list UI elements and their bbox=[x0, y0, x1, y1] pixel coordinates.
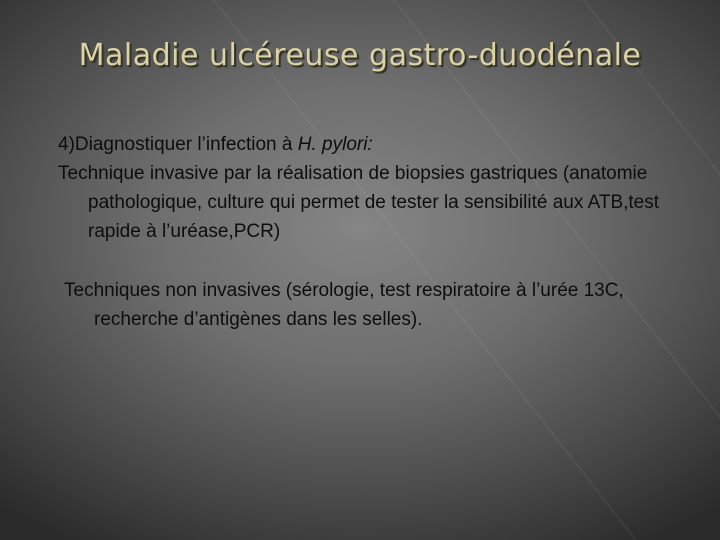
slide-title: Maladie ulcéreuse gastro-duodénale bbox=[78, 38, 642, 73]
slide-body bbox=[58, 130, 678, 334]
pathogen-name: H. pylori: bbox=[297, 134, 373, 155]
non-invasive-technique-text: Techniques non invasives (sérologie, test respiratoire à l’urée 13C, recherche d’antigènes dans les selles). bbox=[64, 280, 624, 330]
diagnosis-heading-text: 4)Diagnostiquer l’infection à bbox=[58, 134, 298, 155]
background-stripe bbox=[700, 0, 720, 540]
diagnosis-heading bbox=[58, 130, 678, 159]
invasive-technique-text: Technique invasive par la réalisation de biopsies gastriques (anatomie pathologique, culture qui permet de tester la sensibilité aux ATB,test rapide à l’uréase,PCR) bbox=[58, 163, 660, 242]
